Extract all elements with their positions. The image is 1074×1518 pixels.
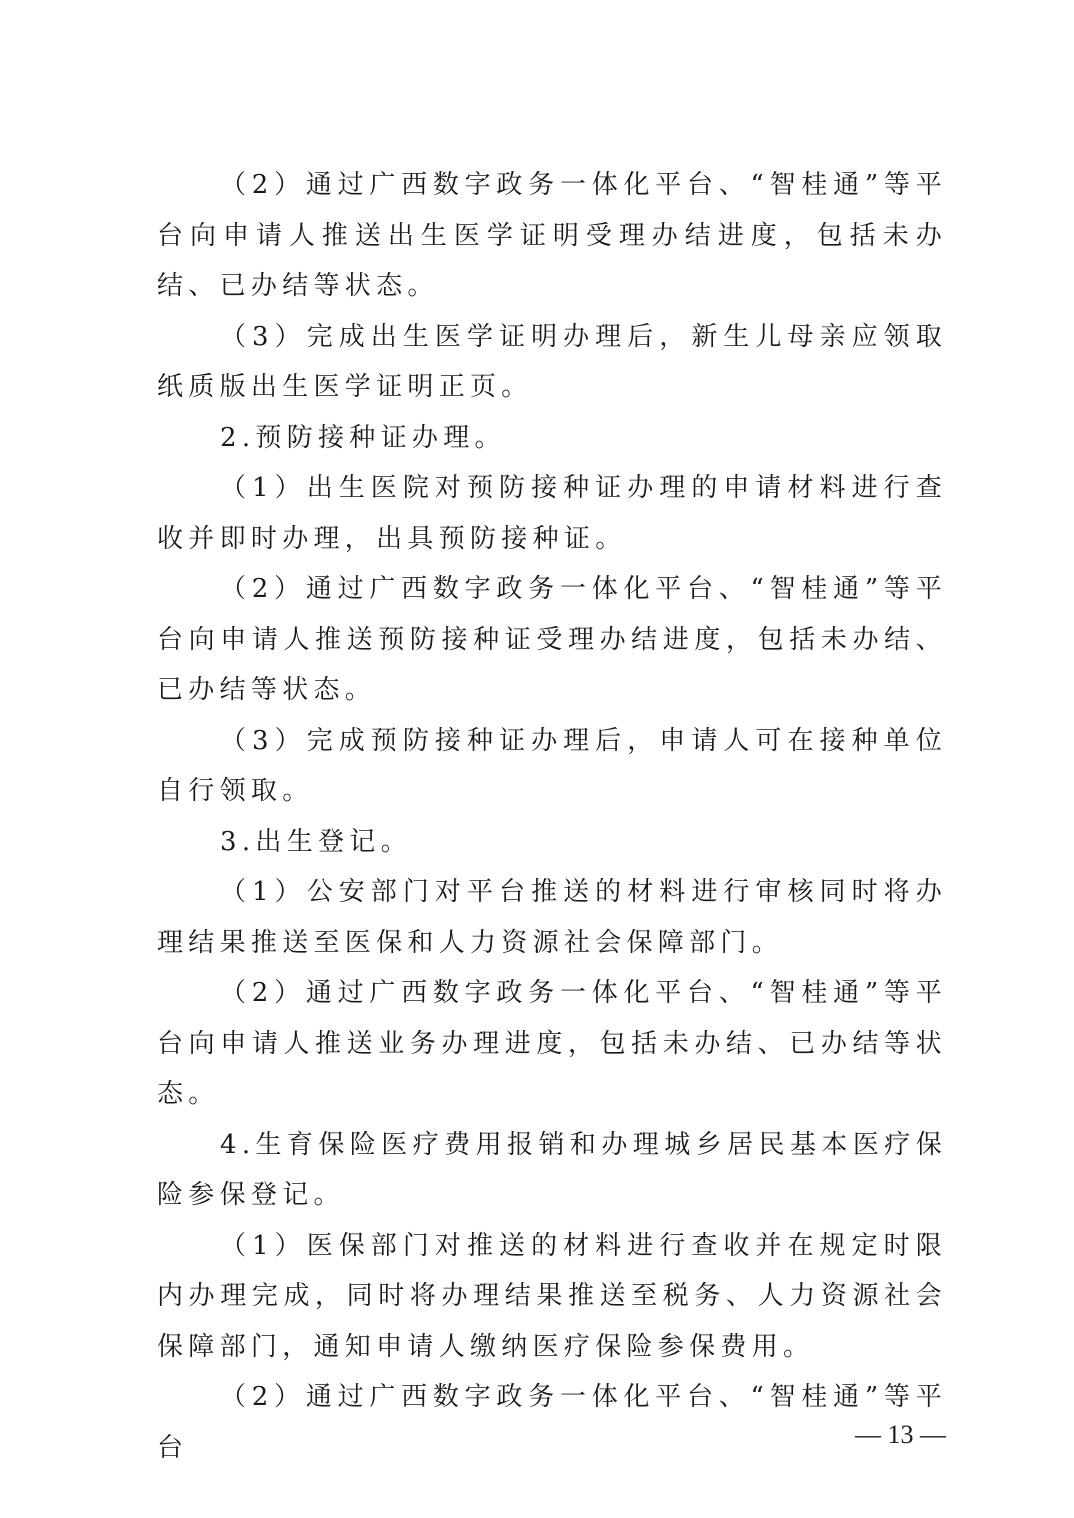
paragraph: （3）完成出生医学证明办理后，新生儿母亲应领取纸质版出生医学证明正页。 (157, 321, 947, 402)
paragraph: （2）通过广西数字政务一体化平台、“智桂通”等平台 (157, 1382, 947, 1463)
paragraph: （1）公安部门对平台推送的材料进行审核同时将办理结果推送至医保和人力资源社会保障部门。 (157, 877, 947, 958)
paragraph: （2）通过广西数字政务一体化平台、“智桂通”等平台向申请人推送出生医学证明受理办结进度，包括未办结、已办结等状态。 (157, 170, 947, 301)
paragraph: （3）完成预防接种证办理后，申请人可在接种单位自行领取。 (157, 725, 947, 806)
paragraph: （1）医保部门对推送的材料进行查收并在规定时限内办理完成，同时将办理结果推送至税务、人力资源社会保障部门，通知申请人缴纳医疗保险参保费用。 (157, 1230, 947, 1362)
document-body (157, 160, 947, 1473)
section-heading: 2.预防接种证办理。 (220, 422, 506, 453)
section-heading: 3.出生登记。 (220, 826, 412, 857)
page-number: — 13 — (855, 1420, 946, 1449)
section-heading: 4.生育保险医疗费用报销和办理城乡居民基本医疗保险参保登记。 (157, 1129, 947, 1210)
paragraph: （1）出生医院对预防接种证办理的申请材料进行查收并即时办理，出具预防接种证。 (157, 473, 947, 554)
paragraph: （2）通过广西数字政务一体化平台、“智桂通”等平台向申请人推送业务办理进度，包括未办结、已办结等状态。 (157, 978, 947, 1109)
paragraph: （2）通过广西数字政务一体化平台、“智桂通”等平台向申请人推送预防接种证受理办结进度，包括未办结、已办结等状态。 (157, 574, 947, 705)
